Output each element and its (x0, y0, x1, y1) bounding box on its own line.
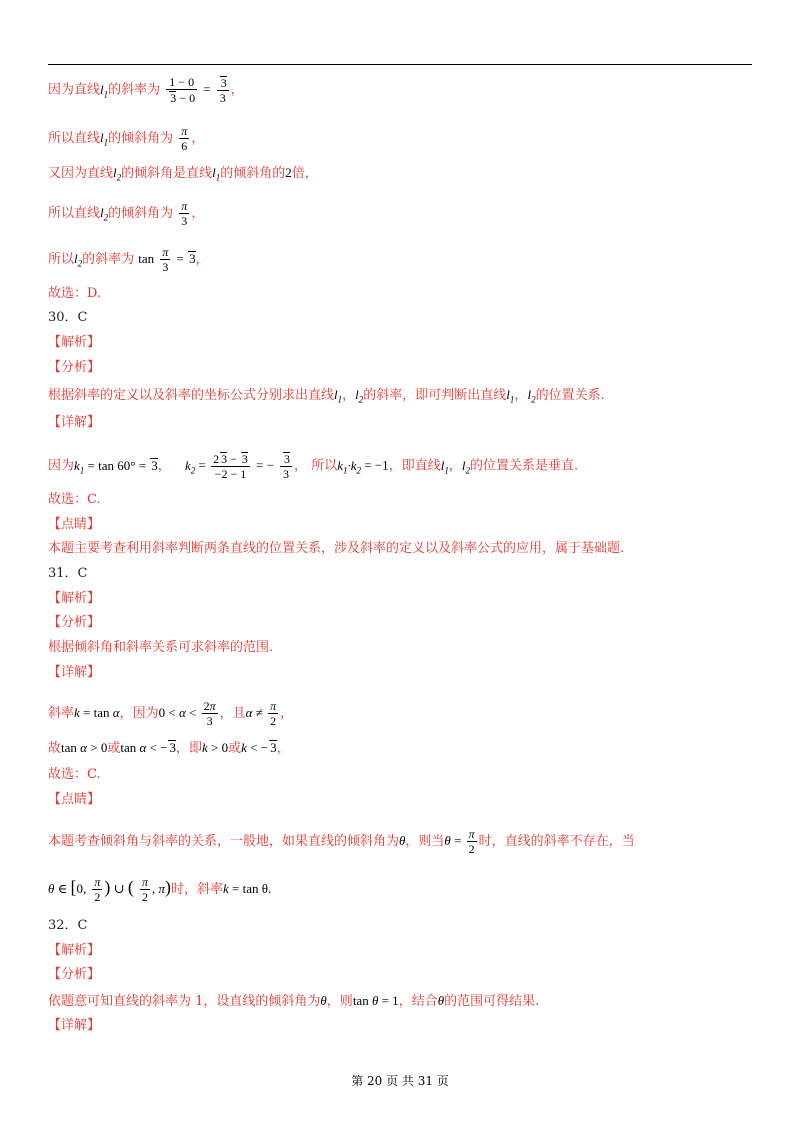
text: 即直线 (401, 458, 441, 474)
text: 的斜率为 (82, 252, 135, 267)
text: 所以 (311, 458, 338, 474)
text-line-3: 又因为直线$l_2$的倾斜角是直线$l_1$的倾斜角的2倍， (48, 165, 318, 183)
text: 2 (285, 165, 292, 180)
text: 因为直线 (48, 82, 101, 98)
math-l1: $l_1$ (100, 81, 109, 100)
text-line-31b: 斜率k = tan α，因为0 < α < $\frac{2\pi}{3}$ ，且α ≠ $\frac{\pi}{2}$ ， (48, 699, 294, 728)
text: 的斜率为 (108, 82, 161, 98)
text: ， (191, 206, 205, 221)
section-xiangjie-32: 【详解】 (48, 1018, 101, 1033)
text: 因为 (48, 458, 75, 474)
text-line-30i: 本题主要考查利用斜率判断两条直线的位置关系，涉及斜率的定义以及斜率公式的应用，属于基础题. (48, 541, 625, 556)
text: 所以直线 (48, 131, 101, 146)
text-line-6: 故选：D. (48, 286, 102, 301)
text-line-31j: 本题考查倾斜角与斜率的关系，一般地，如果直线的倾斜角为θ，则当θ = $\frac{\pi}{2}$ 时，直线的斜率不存在，当 (48, 827, 635, 856)
section-dianjing-30: 【点睛】 (48, 517, 101, 532)
text-line-31a: 根据倾斜角和斜率关系可求斜率的范围. (48, 640, 274, 655)
text: ，则 (326, 994, 353, 1009)
text: 依题意可知直线的斜率为 1，设直线的倾斜角为 (48, 994, 321, 1009)
text: 的倾斜角为 (108, 131, 174, 146)
text: ， (195, 252, 209, 267)
section-jiexi-30: 【解析】 (48, 335, 101, 350)
math-fraction: $\frac{3}{3}$ (217, 76, 229, 104)
section-xiangjie-31: 【详解】 (48, 665, 101, 680)
text: 故 (48, 741, 62, 756)
section-fenxi-30: 【分析】 (48, 360, 101, 375)
text: ， (191, 131, 205, 146)
math-fraction: $\frac{\pi}{6}$ (181, 124, 188, 153)
text: 时，直线的斜率不存在，当 (478, 834, 635, 849)
math-fraction: $\frac{\pi}{3}$ (181, 199, 188, 228)
text-line-4: 所以直线$l_2$的倾斜角为 $\frac{\pi}{3}$ ， (48, 199, 205, 228)
text: 或 (228, 741, 242, 756)
text: 的位置关系. (535, 388, 605, 403)
text: 或 (107, 741, 121, 756)
math-fraction: $\frac{3}{3}$ (280, 452, 292, 480)
text-line-2: 所以直线$l_1$的倾斜角为 $\frac{\pi}{6}$ ， (48, 124, 205, 153)
text-line-32a: 依题意可知直线的斜率为 1，设直线的倾斜角为θ，则tan θ = 1，结合θ的范围可得结果. (48, 993, 540, 1009)
text: 斜率 (48, 706, 75, 721)
text-line-30d: 因为$k_1 = \tan 60^\circ = 3$， $k_2$ = $\frac{2 3 - 3}{-2 - 1}$ = − $\frac{3}{3}$ ， 所以$k_1\cdot k_2 = -1$，即直线$l_1$，$l_2$的位置关系是垂直. (48, 452, 579, 481)
math-fraction: $\frac{\pi}{2}$ (94, 875, 101, 904)
text: ，且 (219, 706, 246, 721)
section-fenxi-32: 【分析】 (48, 967, 101, 982)
section-dianjing-31: 【点睛】 (48, 792, 101, 807)
text: 的倾斜角为 (108, 206, 174, 221)
question-number-31: 31．C (48, 566, 88, 581)
text: 又因为直线 (48, 166, 114, 181)
math-fraction: $\frac{2 3 - 3}{-2 - 1}$ (213, 452, 248, 481)
text: 所以 (48, 252, 75, 267)
text: 倍， (291, 166, 318, 181)
text-line-5: 所以$l_2$的斜率为 tan $\frac{\pi}{3}$ = 3， (48, 245, 209, 274)
text: ，结合 (398, 994, 438, 1009)
text-line-31m: θ ∈ [0, $\frac{\pi}{2}$ ) ∪ ( $\frac{\pi}{2}$ , π)时，斜率k = tan θ. (48, 875, 272, 904)
text: ， (230, 82, 244, 98)
math-fraction: $\frac{\pi}{2}$ (141, 875, 148, 904)
math-fraction: $\frac{2\pi}{3}$ (203, 699, 216, 728)
math-fraction: $\frac{1 - 0}{3 - 0}$ (166, 76, 197, 104)
text: ，因为 (119, 706, 159, 721)
text-line-30a: 根据斜率的定义以及斜率的坐标公式分别求出直线$l_1$，$l_2$的斜率，即可判断出直线$l_1$，$l_2$的位置关系. (48, 387, 605, 405)
section-xiangjie-30: 【详解】 (48, 415, 101, 430)
section-jiexi-32: 【解析】 (48, 943, 101, 958)
section-jiexi-31: 【解析】 (48, 591, 101, 606)
question-number-30: 30．C (48, 310, 88, 325)
text: ，则当 (405, 834, 445, 849)
text-line-31i: 故选：C. (48, 767, 101, 782)
text: 的倾斜角的 (220, 166, 286, 181)
text: 根据斜率的定义以及斜率的坐标公式分别求出直线 (48, 388, 335, 403)
math-fraction: $\frac{\pi}{2}$ (270, 699, 277, 728)
question-number-32: 32．C (48, 918, 88, 933)
math-fraction: $\frac{\pi}{3}$ (162, 245, 169, 274)
text: 的范围可得结果. (444, 994, 540, 1009)
text: 的斜率，即可判断出直线 (363, 388, 507, 403)
text: 的位置关系是垂直. (469, 458, 579, 474)
text-line-31e: 故tan α > 0或tan α < − 3，即k > 0或k < − 3， (48, 740, 290, 756)
header-rule (48, 64, 752, 65)
text: 的倾斜角是直线 (121, 166, 213, 181)
text: 时，斜率 (171, 882, 224, 897)
text: ，即 (175, 741, 202, 756)
page-footer: 第 20 页 共 31 页 (351, 1074, 449, 1088)
math-fraction: $\frac{\pi}{2}$ (468, 827, 475, 856)
text: 本题考查倾斜角与斜率的关系，一般地，如果直线的倾斜角为 (48, 834, 400, 849)
text-line-30h: 故选：C. (48, 492, 101, 507)
text-line-1: 因为直线$l_1$的斜率为 $\frac{1 - 0}{3 - 0}$ = $\frac{3}{3}$ ， (48, 75, 244, 105)
section-fenxi-31: 【分析】 (48, 615, 101, 630)
text: ， (280, 706, 294, 721)
text: ， (276, 741, 290, 756)
text: 所以直线 (48, 206, 101, 221)
